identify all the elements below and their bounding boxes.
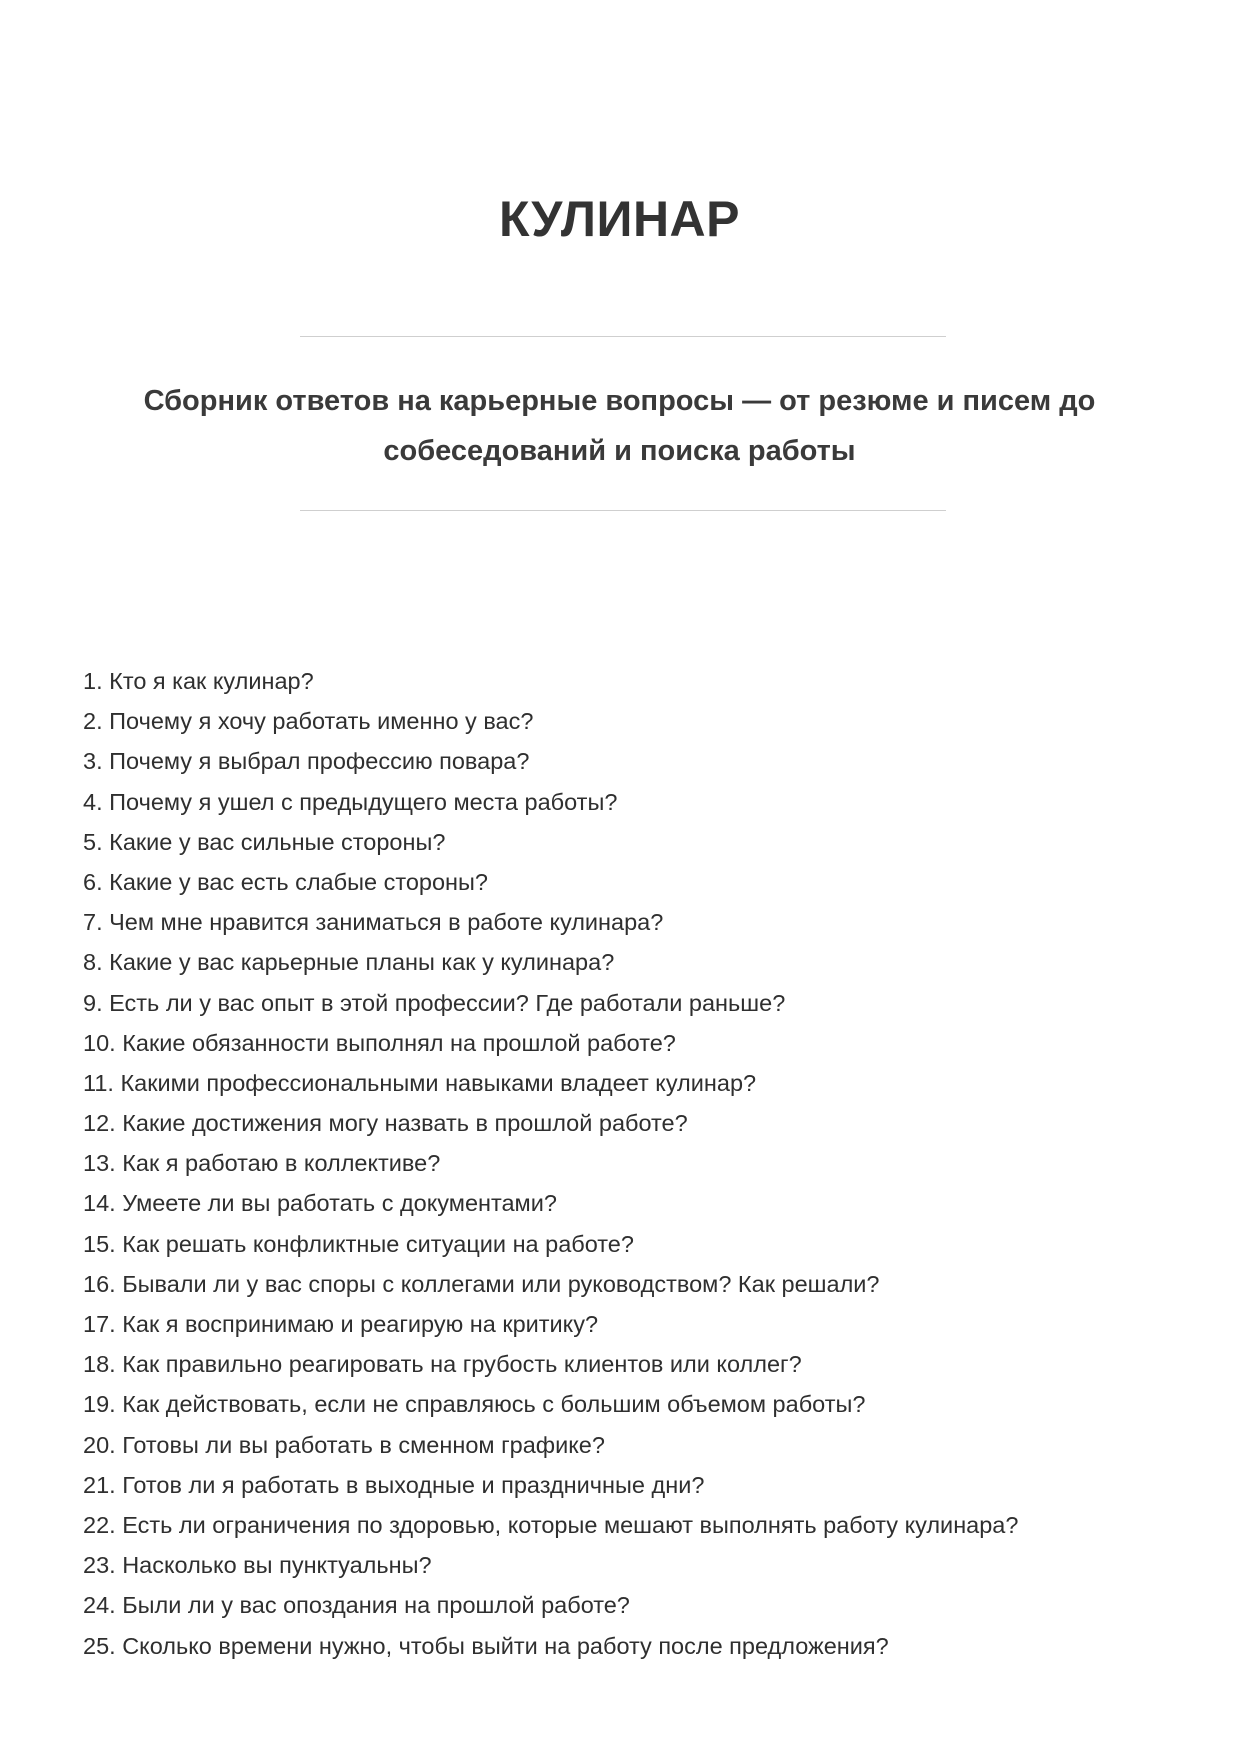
question-item: 7. Чем мне нравится заниматься в работе кулинара? [83,909,664,936]
question-item: 13. Как я работаю в коллективе? [83,1150,441,1177]
question-item: 25. Сколько времени нужно, чтобы выйти на работу после предложения? [83,1632,889,1659]
question-list [83,661,1143,1666]
question-item: 17. Как я воспринимаю и реагирую на критику? [83,1311,599,1337]
question-item: 6. Какие у вас есть слабые стороны? [83,868,488,895]
question-item: 16. Бывали ли у вас споры с коллегами или руководством? Как решали? [83,1270,880,1297]
question-item: 2. Почему я хочу работать именно у вас? [83,708,534,735]
question-item: 4. Почему я ушел с предыдущего места работы? [83,788,618,815]
divider-bottom [300,510,946,511]
question-item: 23. Насколько вы пунктуальны? [83,1552,432,1579]
question-item: 18. Как правильно реагировать на грубость клиентов или коллег? [83,1351,802,1378]
question-item: 14. Умеете ли вы работать с документами? [83,1190,557,1217]
question-item: 15. Как решать конфликтные ситуации на работе? [83,1230,634,1257]
divider-top [300,336,946,337]
question-item: 20. Готовы ли вы работать в сменном графике? [83,1431,605,1458]
question-item: 3. Почему я выбрал профессию повара? [83,748,530,775]
question-item: 22. Есть ли ограничения по здоровью, которые мешают выполнять работу кулинара? [83,1511,1019,1538]
question-item: 8. Какие у вас карьерные планы как у кулинара? [83,949,615,976]
question-item: 24. Были ли у вас опоздания на прошлой работе? [83,1592,630,1619]
document-subtitle: Сборник ответов на карьерные вопросы — от резюме и писем до собеседований и поиска работы [143,385,1096,467]
question-item: 9. Есть ли у вас опыт в этой профессии? Где работали раньше? [83,989,786,1016]
question-item: 5. Какие у вас сильные стороны? [83,828,446,855]
question-item: 21. Готов ли я работать в выходные и праздничные дни? [83,1471,705,1498]
question-item: 11. Какими профессиональными навыками владеет кулинар? [83,1069,757,1096]
document-title: КУЛИНАР [498,191,741,247]
question-item: 19. Как действовать, если не справляюсь с большим объемом работы? [83,1391,866,1418]
question-item: 12. Какие достижения могу назвать в прошлой работе? [83,1110,688,1137]
question-item: 10. Какие обязанности выполнял на прошлой работе? [83,1029,676,1056]
question-item: 1. Кто я как кулинар? [83,668,314,694]
